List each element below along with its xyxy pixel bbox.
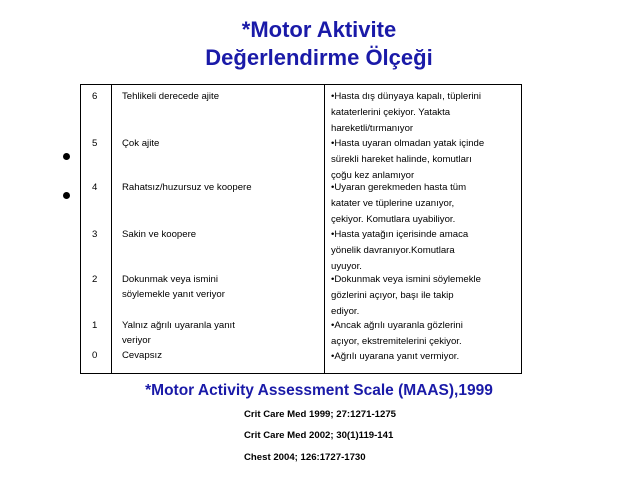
slide-title-line-1: *Motor Aktivite [241, 17, 397, 42]
desc-5-line-1: •Hasta uyaran olmadan yatak içinde [331, 138, 485, 149]
label-2-line-2: söylemekle yanıt veriyor [122, 289, 225, 300]
label-3-line-1: Sakin ve koopere [122, 229, 197, 240]
reference-1: Crit Care Med 1999; 27:1271-1275 [244, 409, 396, 420]
table-column-divider [324, 84, 325, 374]
score-3: 3 [92, 229, 98, 240]
desc-6-line-3: hareketli/tırmanıyor [331, 123, 414, 134]
bullet-dot [63, 192, 70, 199]
label-4-line-1: Rahatsız/huzursuz ve koopere [122, 182, 252, 193]
desc-1-line-2: açıyor, ekstremitelerini çekiyor. [331, 336, 462, 347]
label-5-line-1: Çok ajite [122, 138, 160, 149]
desc-5-line-2: sürekli hareket halinde, komutları [331, 154, 472, 165]
desc-2-line-3: ediyor. [331, 306, 360, 317]
desc-4-line-3: çekiyor. Komutlara uyabiliyor. [331, 214, 456, 225]
score-1: 1 [92, 320, 98, 331]
score-5: 5 [92, 138, 98, 149]
desc-4-line-1: •Uyaran gerekmeden hasta tüm [331, 182, 467, 193]
desc-6-line-2: kataterlerini çekiyor. Yatakta [331, 107, 451, 118]
bullet-dot [63, 153, 70, 160]
score-6: 6 [92, 91, 98, 102]
desc-2-line-1: •Dokunmak veya ismini söylemekle [331, 274, 481, 285]
label-6-line-1: Tehlikeli derecede ajite [122, 91, 220, 102]
table-column-divider [111, 84, 112, 374]
desc-3-line-2: yönelik davranıyor.Komutlara [331, 245, 455, 256]
label-0-line-1: Cevapsız [122, 350, 162, 361]
desc-1-line-1: •Ancak ağrılı uyaranla gözlerini [331, 320, 463, 331]
desc-2-line-2: gözlerini açıyor, başı ile takip [331, 290, 454, 301]
desc-5-line-3: çoğu kez anlamıyor [331, 170, 415, 181]
score-0: 0 [92, 350, 98, 361]
label-2-line-1: Dokunmak veya ismini [122, 274, 218, 285]
slide-title-line-2: Değerlendirme Ölçeği [205, 45, 433, 70]
label-1-line-2: veriyor [122, 335, 151, 346]
label-1-line-1: Yalnız ağrılı uyaranla yanıt [122, 320, 235, 331]
score-4: 4 [92, 182, 98, 193]
desc-3-line-1: •Hasta yatağın içerisinde amaca [331, 229, 469, 240]
desc-0-line-1: •Ağrılı uyarana yanıt vermiyor. [331, 351, 460, 362]
desc-3-line-3: uyuyor. [331, 261, 362, 272]
reference-2: Crit Care Med 2002; 30(1)119-141 [244, 430, 394, 441]
score-2: 2 [92, 274, 98, 285]
scale-subtitle: *Motor Activity Assessment Scale (MAAS),1999 [145, 382, 493, 399]
desc-6-line-1: •Hasta dış dünyaya kapalı, tüplerini [331, 91, 482, 102]
reference-3: Chest 2004; 126:1727-1730 [244, 452, 366, 463]
desc-4-line-2: katater ve tüplerine uzanıyor, [331, 198, 455, 209]
